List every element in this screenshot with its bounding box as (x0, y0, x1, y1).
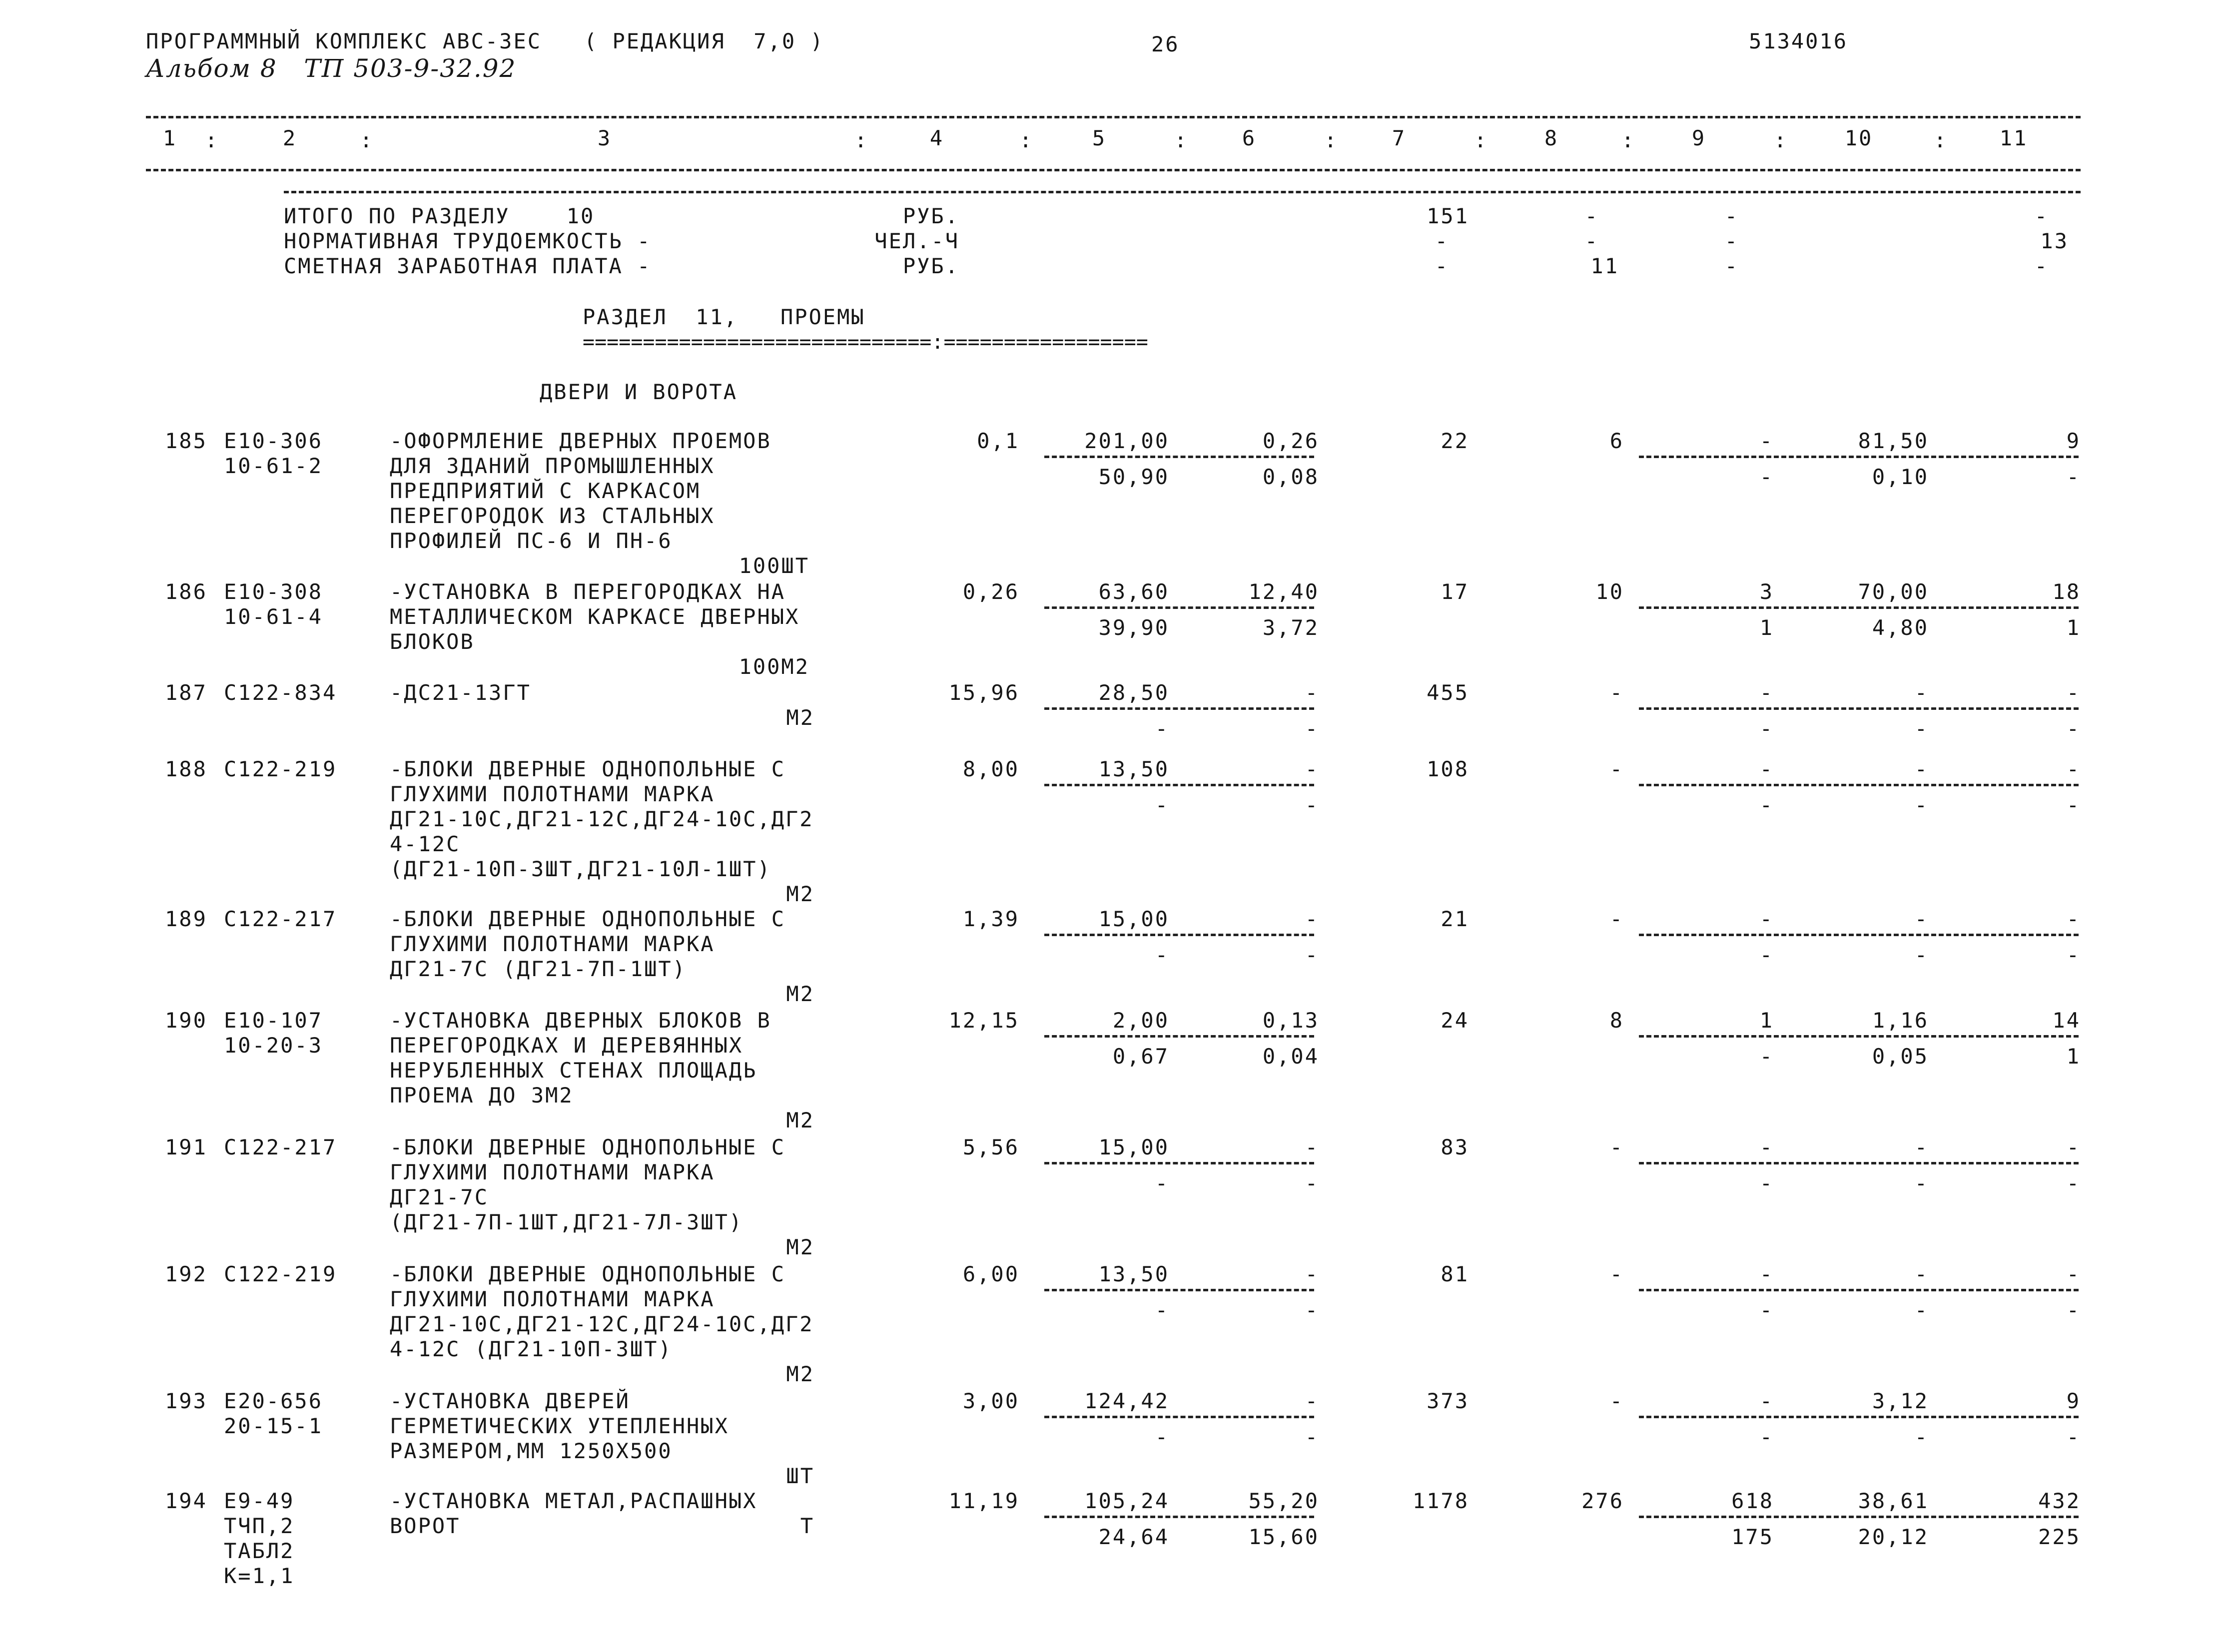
column-header-7: 7 (1392, 126, 1407, 150)
row-number: 189 (165, 907, 207, 931)
row-c10: 70,00 (1858, 579, 1929, 604)
row-c8: - (1609, 1389, 1624, 1413)
row-c11-second: - (2066, 1171, 2081, 1195)
row-c10: 38,61 (1858, 1489, 1929, 1513)
row-c11: 432 (2038, 1489, 2081, 1513)
section-subtitle: ДВЕРИ И ВОРОТА (540, 380, 738, 404)
row-c9-second: - (1759, 793, 1774, 817)
row-c10-second: 4,80 (1872, 615, 1929, 640)
row-description: -УСТАНОВКА В ПЕРЕГОРОДКАХ НА (390, 579, 786, 604)
row-code: 10-61-4 (224, 604, 323, 629)
row-description: ДГ21-7С (ДГ21-7П-1ШТ) (390, 957, 687, 981)
row-c10: - (1914, 757, 1929, 781)
row-c5-second: 0,67 (1112, 1044, 1169, 1069)
row-description: ДГ21-7С (390, 1185, 489, 1209)
row-quantity: 11,19 (948, 1489, 1019, 1513)
totals-c9-2: - (1724, 229, 1739, 253)
program-title: ПРОГРАММНЫЙ КОМПЛЕКС АВС-3ЕС ( РЕДАКЦИЯ 7,0 ) (146, 29, 824, 53)
totals-label-3: СМЕТНАЯ ЗАРАБОТНАЯ ПЛАТА - (284, 254, 652, 278)
row-description: ГЕРМЕТИЧЕСКИХ УТЕПЛЕННЫХ (390, 1414, 729, 1438)
row-c6: 12,40 (1248, 579, 1319, 604)
row-c5-second: - (1155, 1298, 1169, 1322)
row-c5-second: - (1155, 1425, 1169, 1449)
column-header-9: 9 (1691, 126, 1706, 150)
row-description: ДГ21-10С,ДГ21-12С,ДГ24-10С,ДГ2 (390, 1312, 814, 1336)
row-c5: 2,00 (1112, 1008, 1169, 1033)
row-c8: 276 (1581, 1489, 1624, 1513)
row-c7: 108 (1427, 757, 1469, 781)
row-code: Е10-306 (224, 429, 323, 453)
row-c6-second: 0,08 (1262, 465, 1319, 489)
row-description: ГЛУХИМИ ПОЛОТНАМИ МАРКА (390, 1160, 715, 1184)
column-separator: : (1174, 128, 1189, 152)
row-code: 10-20-3 (224, 1033, 323, 1058)
row-c7: 1178 (1412, 1489, 1469, 1513)
row-c6-second: 15,60 (1248, 1525, 1319, 1549)
totals-c7-2: - (1435, 229, 1449, 253)
row-c5: 105,24 (1084, 1489, 1169, 1513)
header-rule-top (146, 116, 2081, 118)
row-description: (ДГ21-7П-1ШТ,ДГ21-7Л-3ШТ) (390, 1210, 743, 1234)
column-separator: : (1019, 128, 1034, 152)
row-divider (1639, 1162, 2079, 1164)
row-number: 192 (165, 1262, 207, 1286)
row-c8: 8 (1609, 1008, 1624, 1033)
row-divider (1044, 1516, 1314, 1518)
column-separator: : (1774, 128, 1788, 152)
totals-c11-3: - (2034, 254, 2049, 278)
row-unit: М2 (786, 982, 814, 1006)
row-c10: - (1914, 680, 1929, 705)
row-quantity: 0,1 (977, 429, 1019, 453)
row-c9-second: - (1759, 716, 1774, 741)
row-c9-second: 1 (1759, 615, 1774, 640)
row-c5-second: 39,90 (1098, 615, 1169, 640)
totals-c7-1: 151 (1427, 204, 1469, 228)
totals-c7-3: - (1435, 254, 1449, 278)
row-c11: - (2066, 1135, 2081, 1159)
row-c11-second: 1 (2066, 615, 2081, 640)
row-code: Е9-49 (224, 1489, 295, 1513)
row-c11: - (2066, 1262, 2081, 1286)
row-divider (1639, 934, 2079, 936)
column-separator: : (205, 128, 219, 152)
section-title: РАЗДЕЛ 11, ПРОЕМЫ (583, 305, 865, 329)
column-separator: : (854, 128, 869, 152)
row-c7: 22 (1441, 429, 1469, 453)
row-divider (1639, 784, 2079, 786)
row-c6-second: - (1305, 1171, 1319, 1195)
row-c6-second: - (1305, 1425, 1319, 1449)
row-unit: М2 (786, 705, 814, 730)
row-c9-second: 175 (1731, 1525, 1774, 1549)
row-c7: 24 (1441, 1008, 1469, 1033)
row-description: РАЗМЕРОМ,ММ 1250Х500 (390, 1439, 673, 1463)
row-c10: - (1914, 907, 1929, 931)
row-divider (1639, 1035, 2079, 1038)
row-code: К=1,1 (224, 1564, 295, 1588)
row-description: -УСТАНОВКА ДВЕРНЫХ БЛОКОВ В (390, 1008, 771, 1033)
row-c10-second: - (1914, 1171, 1929, 1195)
row-c5: 63,60 (1098, 579, 1169, 604)
row-description: БЛОКОВ (390, 629, 475, 654)
row-divider (1639, 606, 2079, 609)
row-c9: - (1759, 907, 1774, 931)
row-c9-second: - (1759, 465, 1774, 489)
row-number: 194 (165, 1489, 207, 1513)
row-c10-second: - (1914, 943, 1929, 967)
row-unit: М2 (786, 882, 814, 906)
row-divider (1639, 1289, 2079, 1291)
column-header-5: 5 (1092, 126, 1107, 150)
row-c11: 14 (2052, 1008, 2081, 1033)
row-c7: 81 (1441, 1262, 1469, 1286)
row-description: ПРОФИЛЕЙ ПС-6 И ПН-6 (390, 529, 673, 553)
row-c11-second: - (2066, 716, 2081, 741)
row-c5-second: 24,64 (1098, 1525, 1169, 1549)
totals-rule (284, 191, 2081, 193)
row-description: МЕТАЛЛИЧЕСКОМ КАРКАСЕ ДВЕРНЫХ (390, 604, 800, 629)
row-c7: 373 (1427, 1389, 1469, 1413)
row-c5-second: - (1155, 943, 1169, 967)
row-c9: 618 (1731, 1489, 1774, 1513)
row-unit: М2 (786, 1108, 814, 1132)
column-header-10: 10 (1844, 126, 1873, 150)
column-header-3: 3 (597, 126, 612, 150)
row-c5: 13,50 (1098, 1262, 1169, 1286)
row-c10-second: - (1914, 793, 1929, 817)
row-description: (ДГ21-10П-3ШТ,ДГ21-10Л-1ШТ) (390, 857, 771, 881)
totals-label-1: ИТОГО ПО РАЗДЕЛУ 10 (284, 204, 595, 228)
row-code: ТАБЛ2 (224, 1539, 295, 1563)
row-code: Е10-308 (224, 579, 323, 604)
row-description: -ОФОРМЛЕНИЕ ДВЕРНЫХ ПРОЕМОВ (390, 429, 771, 453)
row-description: -ДС21-13ГТ (390, 680, 531, 705)
row-number: 185 (165, 429, 207, 453)
row-c10-second: - (1914, 1425, 1929, 1449)
row-c8: 6 (1609, 429, 1624, 453)
row-c10-second: - (1914, 1298, 1929, 1322)
row-c6-second: - (1305, 793, 1319, 817)
totals-c9-1: - (1724, 204, 1739, 228)
row-divider (1044, 1035, 1314, 1038)
row-c9: 3 (1759, 579, 1774, 604)
row-quantity: 1,39 (962, 907, 1019, 931)
column-header-1: 1 (162, 126, 177, 150)
row-number: 191 (165, 1135, 207, 1159)
row-c7: 21 (1441, 907, 1469, 931)
row-description: ПЕРЕГОРОДКАХ И ДЕРЕВЯННЫХ (390, 1033, 743, 1058)
row-c8: - (1609, 680, 1624, 705)
row-c9-second: - (1759, 1298, 1774, 1322)
row-quantity: 0,26 (962, 579, 1019, 604)
row-c11-second: - (2066, 793, 2081, 817)
row-description: -БЛОКИ ДВЕРНЫЕ ОДНОПОЛЬНЫЕ С (390, 1262, 786, 1286)
row-c10: 81,50 (1858, 429, 1929, 453)
row-description: ДЛЯ ЗДАНИЙ ПРОМЫШЛЕННЫХ (390, 454, 715, 478)
totals-c11-1: - (2034, 204, 2049, 228)
row-c7: 455 (1427, 680, 1469, 705)
row-c5: 201,00 (1084, 429, 1169, 453)
column-separator: : (1324, 128, 1339, 152)
row-code: Е20-656 (224, 1389, 323, 1413)
row-code: С122-217 (224, 907, 337, 931)
document-code: 5134016 (1749, 29, 1848, 53)
row-c6-second: - (1305, 1298, 1319, 1322)
row-c5: 15,00 (1098, 907, 1169, 931)
row-c10-second: 0,10 (1872, 465, 1929, 489)
row-c6: - (1305, 907, 1319, 931)
row-c6-second: 0,04 (1262, 1044, 1319, 1069)
row-divider (1044, 1162, 1314, 1164)
row-description: -БЛОКИ ДВЕРНЫЕ ОДНОПОЛЬНЫЕ С (390, 1135, 786, 1159)
row-c9: - (1759, 1135, 1774, 1159)
row-unit: М2 (786, 1362, 814, 1386)
row-code: С122-834 (224, 680, 337, 705)
row-divider (1044, 1416, 1314, 1418)
row-c6-second: 3,72 (1262, 615, 1319, 640)
row-divider (1044, 456, 1314, 458)
row-divider (1639, 707, 2079, 710)
row-code: С122-217 (224, 1135, 337, 1159)
row-c10: - (1914, 1135, 1929, 1159)
row-code: С122-219 (224, 1262, 337, 1286)
totals-c11-2: 13 (2040, 229, 2069, 253)
totals-c8-1: - (1584, 204, 1599, 228)
totals-c9-3: - (1724, 254, 1739, 278)
row-number: 190 (165, 1008, 207, 1033)
row-divider (1044, 784, 1314, 786)
row-c11-second: 225 (2038, 1525, 2081, 1549)
row-divider (1639, 1516, 2079, 1518)
row-c8: - (1609, 1135, 1624, 1159)
row-unit: Т (800, 1514, 814, 1538)
totals-unit-1: РУБ. (902, 204, 959, 228)
row-c5: 124,42 (1084, 1389, 1169, 1413)
row-code: 20-15-1 (224, 1414, 323, 1438)
row-divider (1044, 1289, 1314, 1291)
row-number: 186 (165, 579, 207, 604)
row-c8: - (1609, 907, 1624, 931)
row-c10-second: 20,12 (1858, 1525, 1929, 1549)
row-c5: 15,00 (1098, 1135, 1169, 1159)
album-label: Альбом 8 ТП 503-9-32.92 (146, 54, 517, 83)
row-c5-second: - (1155, 716, 1169, 741)
row-unit: ШТ (786, 1464, 814, 1488)
row-c6: - (1305, 1135, 1319, 1159)
row-c11-second: 1 (2066, 1044, 2081, 1069)
row-c5-second: 50,90 (1098, 465, 1169, 489)
totals-unit-3: РУБ. (902, 254, 959, 278)
row-c6-second: - (1305, 943, 1319, 967)
row-description: -УСТАНОВКА МЕТАЛ,РАСПАШНЫХ (390, 1489, 757, 1513)
column-separator: : (1621, 128, 1636, 152)
row-c11: 18 (2052, 579, 2081, 604)
row-description: -БЛОКИ ДВЕРНЫЕ ОДНОПОЛЬНЫЕ С (390, 757, 786, 781)
totals-unit-2: ЧЕЛ.-Ч (874, 229, 959, 253)
row-quantity: 5,56 (962, 1135, 1019, 1159)
row-c9-second: - (1759, 1044, 1774, 1069)
row-code: Е10-107 (224, 1008, 323, 1033)
row-c8: - (1609, 1262, 1624, 1286)
column-header-11: 11 (1999, 126, 2028, 150)
header-rule-bottom (146, 169, 2081, 171)
row-quantity: 12,15 (948, 1008, 1019, 1033)
row-c7: 17 (1441, 579, 1469, 604)
column-header-8: 8 (1544, 126, 1559, 150)
row-description: -УСТАНОВКА ДВЕРЕЙ (390, 1389, 630, 1413)
column-separator: : (1934, 128, 1948, 152)
row-c9-second: - (1759, 943, 1774, 967)
row-c6: 55,20 (1248, 1489, 1319, 1513)
row-description: НЕРУБЛЕННЫХ СТЕНАХ ПЛОЩАДЬ (390, 1058, 757, 1083)
row-c9: - (1759, 1389, 1774, 1413)
row-divider (1044, 934, 1314, 936)
row-c5-second: - (1155, 1171, 1169, 1195)
row-c5: 28,50 (1098, 680, 1169, 705)
row-quantity: 8,00 (962, 757, 1019, 781)
column-header-4: 4 (929, 126, 944, 150)
row-c8: 10 (1595, 579, 1624, 604)
row-c11: 9 (2066, 429, 2081, 453)
row-number: 193 (165, 1389, 207, 1413)
totals-c8-3: 11 (1590, 254, 1619, 278)
row-code: С122-219 (224, 757, 337, 781)
row-c6: - (1305, 757, 1319, 781)
row-c11-second: - (2066, 465, 2081, 489)
row-divider (1639, 456, 2079, 458)
row-c10-second: 0,05 (1872, 1044, 1929, 1069)
row-c11-second: - (2066, 943, 2081, 967)
row-quantity: 6,00 (962, 1262, 1019, 1286)
section-underline: =============================:================= (583, 331, 1148, 354)
column-separator: : (1474, 128, 1488, 152)
row-c9: - (1759, 1262, 1774, 1286)
column-separator: : (360, 128, 374, 152)
column-header-6: 6 (1242, 126, 1257, 150)
totals-label-2: НОРМАТИВНАЯ ТРУДОЕМКОСТЬ - (284, 229, 652, 253)
row-divider (1639, 1416, 2079, 1418)
row-c6: - (1305, 1389, 1319, 1413)
row-quantity: 15,96 (948, 680, 1019, 705)
row-description: ГЛУХИМИ ПОЛОТНАМИ МАРКА (390, 932, 715, 956)
row-c7: 83 (1441, 1135, 1469, 1159)
row-unit: М2 (786, 1235, 814, 1259)
row-c6-second: - (1305, 716, 1319, 741)
row-c10: 3,12 (1872, 1389, 1929, 1413)
row-c8: - (1609, 757, 1624, 781)
row-c9-second: - (1759, 1171, 1774, 1195)
row-description: ПРОЕМА ДО 3М2 (390, 1083, 574, 1107)
row-divider (1044, 606, 1314, 609)
row-c9: 1 (1759, 1008, 1774, 1033)
row-c11: 9 (2066, 1389, 2081, 1413)
row-c6: - (1305, 680, 1319, 705)
row-description: ВОРОТ (390, 1514, 461, 1538)
row-c9: - (1759, 429, 1774, 453)
row-c10-second: - (1914, 716, 1929, 741)
row-c6: 0,26 (1262, 429, 1319, 453)
row-c11: - (2066, 907, 2081, 931)
row-c5-second: - (1155, 793, 1169, 817)
row-c9-second: - (1759, 1425, 1774, 1449)
row-c11-second: - (2066, 1298, 2081, 1322)
row-description: ГЛУХИМИ ПОЛОТНАМИ МАРКА (390, 1287, 715, 1311)
row-c11: - (2066, 757, 2081, 781)
totals-c8-2: - (1584, 229, 1599, 253)
row-code: ТЧП,2 (224, 1514, 295, 1538)
row-description: ДГ21-10С,ДГ21-12С,ДГ24-10С,ДГ2 (390, 807, 814, 831)
row-c11-second: - (2066, 1425, 2081, 1449)
row-c6: 0,13 (1262, 1008, 1319, 1033)
row-number: 187 (165, 680, 207, 705)
page-number: 26 (1151, 32, 1180, 56)
column-header-2: 2 (282, 126, 297, 150)
row-description: ГЛУХИМИ ПОЛОТНАМИ МАРКА (390, 782, 715, 806)
row-quantity: 3,00 (962, 1389, 1019, 1413)
row-c6: - (1305, 1262, 1319, 1286)
row-c9: - (1759, 680, 1774, 705)
row-description: 4-12С (390, 832, 461, 856)
row-divider (1044, 707, 1314, 710)
row-unit: 100М2 (738, 654, 809, 679)
row-c10: 1,16 (1872, 1008, 1929, 1033)
row-c10: - (1914, 1262, 1929, 1286)
row-c11: - (2066, 680, 2081, 705)
row-description: 4-12С (ДГ21-10П-3ШТ) (390, 1337, 673, 1361)
row-description: -БЛОКИ ДВЕРНЫЕ ОДНОПОЛЬНЫЕ С (390, 907, 786, 931)
row-unit: 100ШТ (738, 553, 809, 578)
row-description: ПЕРЕГОРОДОК ИЗ СТАЛЬНЫХ (390, 504, 715, 528)
row-number: 188 (165, 757, 207, 781)
row-c5: 13,50 (1098, 757, 1169, 781)
row-description: ПРЕДПРИЯТИЙ С КАРКАСОМ (390, 479, 701, 503)
row-c9: - (1759, 757, 1774, 781)
row-code: 10-61-2 (224, 454, 323, 478)
